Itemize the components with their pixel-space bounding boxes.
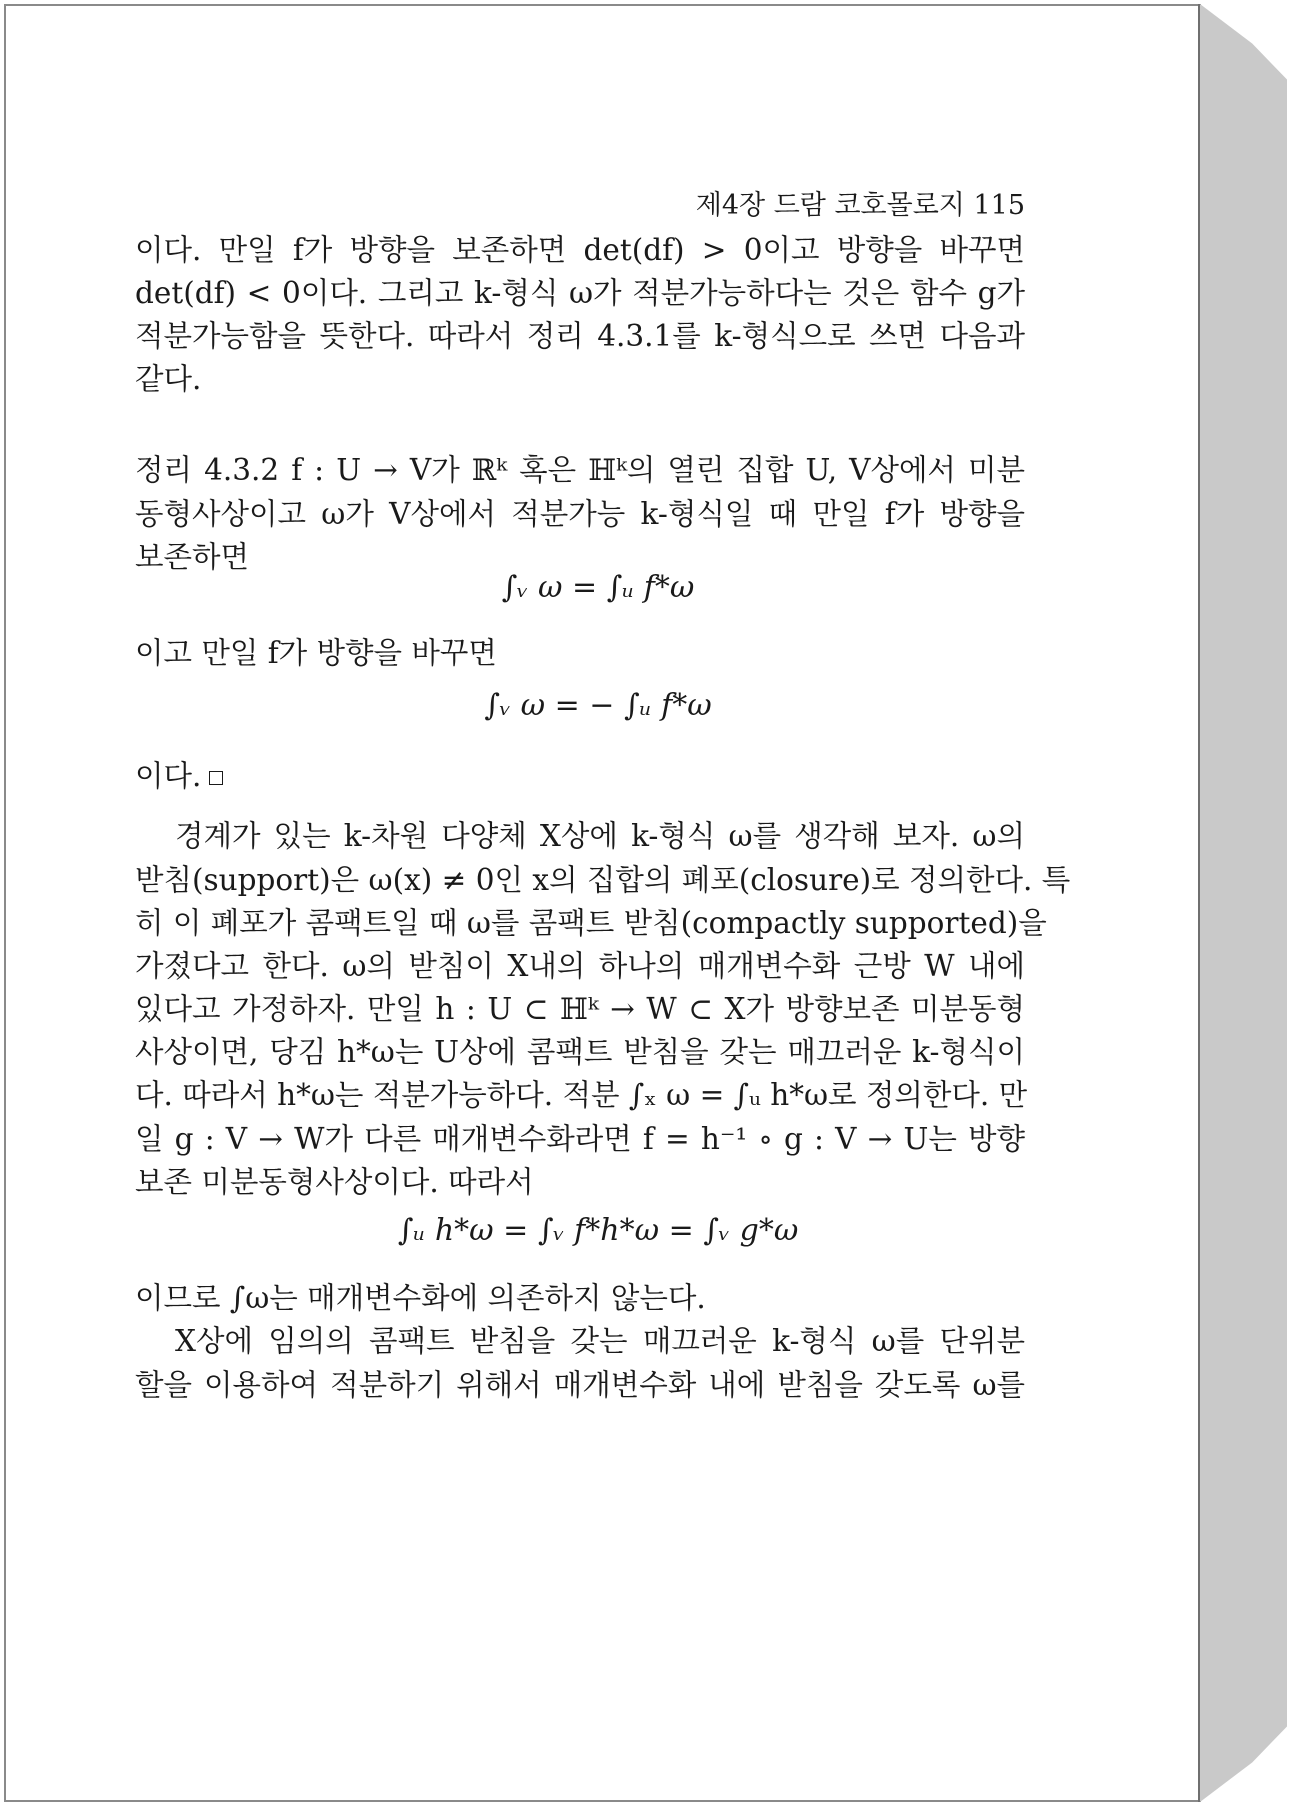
theorem-end	[135, 752, 1025, 800]
text-line: det(df) < 0이다. 그리고 k-형식 ω가 적분가능하다는 것은 함수 g가	[135, 276, 1025, 310]
equation-1: ∫ᵥ ω = ∫ᵤ f*ω	[501, 570, 695, 605]
text-line: 이고 만일 f가 방향을 바꾸면	[135, 636, 497, 670]
text-line: 히 이 폐포가 콤팩트일 때 ω를 콤팩트 받침(compactly supported)을	[135, 906, 1047, 940]
text-line: 할을 이용하여 적분하기 위해서 매개변수화 내에 받침을 갖도록 ω를	[135, 1368, 1025, 1402]
text-line: 이므로 ∫ω는 매개변수화에 의존하지 않는다.	[135, 1281, 706, 1315]
text-line: X상에 임의의 콤팩트 받침을 갖는 매끄러운 k-형식 ω를 단위분	[175, 1324, 1025, 1358]
text-line: 경계가 있는 k-차원 다양체 X상에 k-형식 ω를 생각해 보자. ω의	[175, 819, 1025, 853]
text-line: 있다고 가정하자. 만일 h : U ⊂ ℍᵏ → W ⊂ X가 방향보존 미분동형	[135, 992, 1025, 1026]
equation-3: ∫ᵤ h*ω = ∫ᵥ f*h*ω = ∫ᵥ g*ω	[397, 1213, 799, 1248]
text-line: 사상이면, 당김 h*ω는 U상에 콤팩트 받침을 갖는 매끄러운 k-형식이	[135, 1035, 1025, 1069]
theorem-end-text: 이다.	[135, 759, 202, 793]
text-line: 적분가능함을 뜻한다. 따라서 정리 4.3.1를 k-형식으로 쓰면 다음과	[135, 319, 1025, 353]
running-head: 제4장 드람 코호몰로지 115	[695, 190, 1025, 221]
text-line: 이다. 만일 f가 방향을 보존하면 det(df) > 0이고 방향을 바꾸면	[135, 233, 1025, 267]
qed-box-icon	[209, 771, 223, 785]
theorem-line: 동형사상이고 ω가 V상에서 적분가능 k-형식일 때 만일 f가 방향을	[135, 497, 1025, 531]
theorem-line: 정리 4.3.2 f : U → V가 ℝᵏ 혹은 ℍᵏ의 열린 집합 U, V상에서 미분	[135, 453, 1025, 487]
theorem-line: 보존하면	[135, 540, 249, 574]
book-spine	[1200, 4, 1287, 1802]
equation-2: ∫ᵥ ω = − ∫ᵤ f*ω	[484, 688, 712, 723]
text-line: 같다.	[135, 362, 202, 396]
text-line: 일 g : V → W가 다른 매개변수화라면 f = h⁻¹ ∘ g : V → U는 방향	[135, 1122, 1025, 1156]
text-line: 받침(support)은 ω(x) ≠ 0인 x의 집합의 폐포(closure)로 정의한다. 특	[135, 863, 1071, 897]
text-line: 다. 따라서 h*ω는 적분가능하다. 적분 ∫ₓ ω = ∫ᵤ h*ω로 정의한다. 만	[135, 1078, 1028, 1112]
text-line: 보존 미분동형사상이다. 따라서	[135, 1165, 534, 1199]
text-line: 가졌다고 한다. ω의 받침이 X내의 하나의 매개변수화 근방 W 내에	[135, 949, 1025, 983]
